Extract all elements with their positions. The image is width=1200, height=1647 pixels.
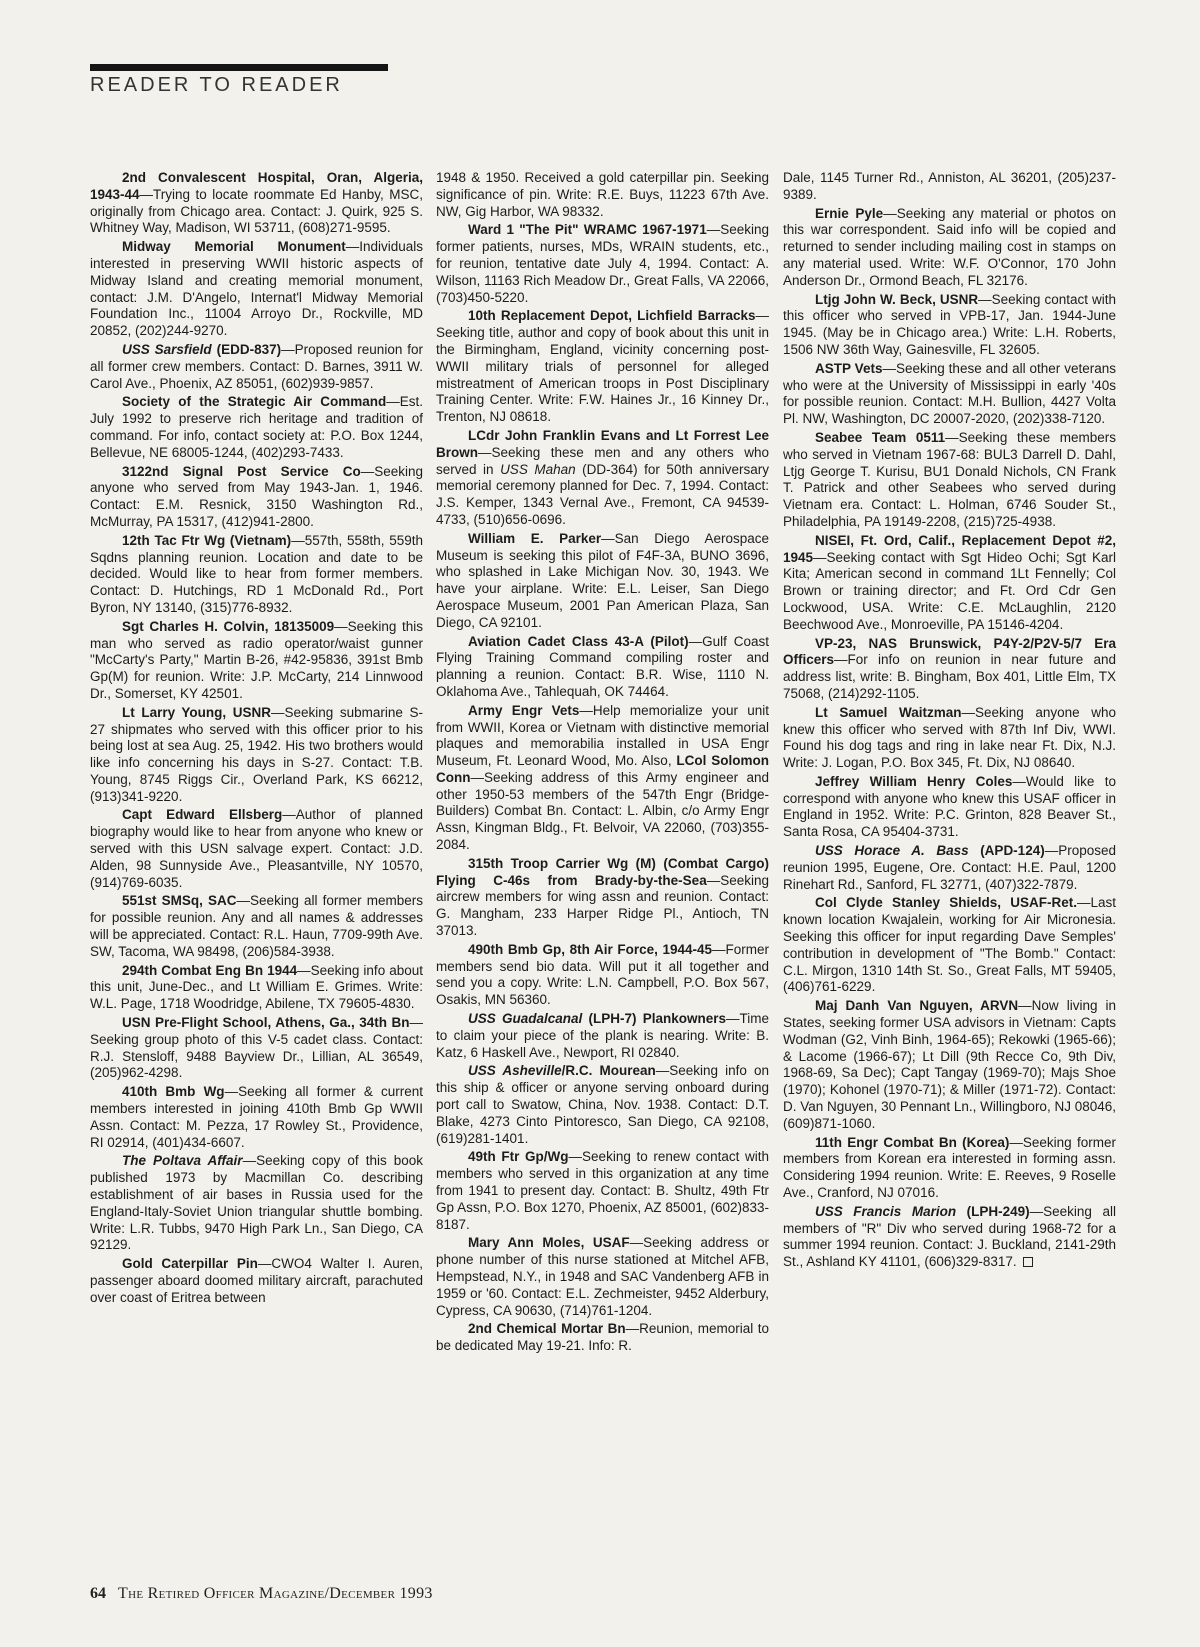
entry-body: Proposed reunion 1995, Eugene, Ore. Contact: H.E. Paul, 1200 Rinehart Rd., Sanford, FL 32771, (407)322-7879. xyxy=(783,843,1116,892)
page-footer xyxy=(90,1585,433,1603)
entry-heading: Seabee Team 0511 xyxy=(815,429,946,445)
entry-heading: 2nd Chemical Mortar Bn xyxy=(468,1321,626,1337)
section-title: READER TO READER xyxy=(90,74,343,96)
entry-heading: 11th Engr Combat Bn (Korea) xyxy=(815,1134,1010,1150)
entry-dash: — xyxy=(345,239,360,255)
entry-heading: Col Clyde Stanley Shields, USAF-Ret. xyxy=(815,895,1077,911)
entry-dash: — xyxy=(712,941,726,957)
classified-entry xyxy=(90,1153,423,1254)
classified-entry xyxy=(90,1084,423,1151)
entry-dash: — xyxy=(655,1063,670,1079)
classified-entry xyxy=(436,1011,769,1061)
classified-entry xyxy=(783,843,1116,893)
classified-entry xyxy=(436,428,769,529)
entry-heading: William E. Parker xyxy=(468,530,602,546)
entry-heading: Jeffrey William Henry Coles xyxy=(815,773,1013,789)
classified-entry xyxy=(783,1135,1116,1202)
entry-body: Former members send bio data. Will put it all together and send you a copy. Write: L.N. Campbell, P.O. Box 567, Osakis, MN 56360. xyxy=(436,941,769,1008)
entry-body: 557th, 558th, 559th Sqdns planning reunion. Location and date to be decided. Would like to hear from former members. Contact: D. Hutchings, RD 1 McDonald Rd., Port Byron, NY 13140, (315)776-8932. xyxy=(90,532,423,615)
entry-dash: — xyxy=(257,1256,272,1272)
entry-dash: — xyxy=(297,962,311,978)
entry-dash: — xyxy=(334,618,348,634)
entry-heading: Mary Ann Moles, USAF xyxy=(468,1235,630,1251)
end-mark-icon xyxy=(1023,1257,1033,1267)
classified-entry xyxy=(783,292,1116,359)
entry-dash: — xyxy=(978,291,992,307)
classified-entry xyxy=(90,533,423,617)
entry-body: Reunion, memorial to be dedicated May 19-21. Info: R. xyxy=(436,1321,769,1354)
entry-heading: Gold Caterpillar Pin xyxy=(122,1256,258,1272)
classified-entry xyxy=(436,308,769,426)
entry-dash: — xyxy=(386,394,400,410)
entry-body: Trying to locate roommate Ed Hanby, MSC, originally from Chicago area. Contact: J. Quirk, 925 S. Whitney Way, Madison, WI 53711, (608)271-9595. xyxy=(90,186,423,236)
entry-heading: /R.C. Mourean xyxy=(561,1063,656,1079)
entry-heading: Capt Edward Ellsberg xyxy=(122,807,283,823)
entry-dash: — xyxy=(1029,1203,1044,1219)
entry-heading: 2nd Convalescent Hospital, Oran, Algeria, 1943-44 xyxy=(90,170,423,202)
entry-dash: — xyxy=(625,1321,640,1337)
entry-dash: — xyxy=(726,1011,740,1027)
classified-entry xyxy=(90,963,423,1013)
entry-heading: Ward 1 "The Pit" WRAMC 1967-1971 xyxy=(468,222,707,238)
entry-body: Author of planned biography would like to hear from anyone who knew or served with this USN salvage expert. Contact: J.D. Alden, 98 Sunnyside Ave., Pleasantville, NY 10570, (914)769-6035. xyxy=(90,807,423,890)
entry-body: Seeking these and all other veterans who were at the University of Mississippi in early '40s for possible reunion. Contact: M.H. Bullion, 4427 Volta Pl. NW, Washington, DC 20007-2020, (202)338-7120. xyxy=(783,360,1116,427)
entry-body-continued: —Seeking address of this Army engineer and other 1950-53 members of the 547th Engr (Bridge-Builders) Combat Bn. Contact: L. Albin, c/o Army Engr Assn, Kingman Bldg., Ft. Belvoir, VA 22060, (703)355-2084. xyxy=(436,769,769,853)
entry-heading: (LPH-7) Plankowners xyxy=(582,1011,726,1027)
classified-entry xyxy=(436,634,769,701)
entry-body: Seeking these men and any others who served in xyxy=(436,444,769,477)
entry-dash: — xyxy=(568,1149,583,1165)
classified-entry xyxy=(90,619,423,703)
entry-body: Seeking copy of this book published 1973 by Macmillan Co. describing establishment of air bases in Russia used for the England-Italy-Soviet Union triangular shuttle bombing. Write: L.R. Tubbs, 9470 High Park Ln., San Diego, CA 92129. xyxy=(90,1153,423,1253)
classified-entry xyxy=(436,1321,769,1355)
entry-heading: 49th Ftr Gp/Wg xyxy=(468,1149,569,1165)
entry-body: Seeking info about this unit, June-Dec., and Lt William E. Grimes. Write: W.L. Page, 1718 Woodridge, Abilene, TX 79605-4830. xyxy=(90,962,423,1012)
entry-heading: 315th Troop Carrier Wg (M) (Combat Cargo) Flying C-46s from Brady-by-the-Sea xyxy=(436,855,769,888)
column-2 xyxy=(436,170,769,1357)
entry-dash: — xyxy=(282,807,296,823)
entry-dash: — xyxy=(945,429,959,445)
entry-dash: — xyxy=(1018,998,1032,1014)
entry-body: Seeking all former & current members interested in joining 410th Bmb Gp WWII Assn. Contact: M. Pezza, 17 Rowley St., Providence, RI 02914, (401)434-6607. xyxy=(90,1084,423,1150)
entry-body: Seeking contact with Sgt Hideo Ochi; Sgt Karl Kita; American second in command 1Lt Fennelly; Col Brown or training director; and Ft. Ord Cdr Gen Lockwood, USA. Write: C.E. McLaughlin, 2120 Beechwood Ave., Monroeville, PA 15146-4204. xyxy=(783,549,1116,632)
entry-dash: — xyxy=(882,360,896,376)
entry-dash: — xyxy=(409,1015,423,1031)
entry-heading-italic: USS Francis Marion xyxy=(815,1203,957,1219)
classified-entry xyxy=(436,222,769,306)
entry-heading-italic: USS Guadalcanal xyxy=(468,1011,583,1027)
classified-entry xyxy=(783,430,1116,531)
entry-heading: (APD-124) xyxy=(968,843,1045,859)
entry-body: 1948 & 1950. Received a gold caterpillar pin. Seeking significance of pin. Write: R.E. Buys, 11223 67th Ave. NW, Gig Harbor, WA 98332. xyxy=(436,170,769,219)
entry-heading: NISEI, Ft. Ord, Calif., Replacement Depot #2, 1945 xyxy=(783,532,1116,565)
classified-entry xyxy=(436,703,769,854)
entry-heading: 490th Bmb Gp, 8th Air Force, 1944-45 xyxy=(468,941,712,957)
entry-dash: — xyxy=(242,1153,257,1169)
classified-entry xyxy=(90,342,423,392)
entry-heading: 410th Bmb Wg xyxy=(122,1084,225,1100)
classified-entry xyxy=(783,533,1116,634)
entry-dash: — xyxy=(291,532,305,548)
entry-dash: — xyxy=(961,704,975,720)
classified-entry xyxy=(783,998,1116,1132)
entry-body: Seeking all members of "R" Div who served during 1968-72 for a summer 1994 reunion. Contact: J. Buckland, 2141-29th St., Ashland KY 41101, (606)329-8317. xyxy=(783,1203,1116,1270)
entry-heading: 3122nd Signal Post Service Co xyxy=(122,463,361,479)
page-number: 64 xyxy=(90,1585,106,1602)
entry-body: Seeking to renew contact with members who served in this organization at any time from 1941 to present day. Contact: B. Shultz, 49th Ftr Gp Assn, P.O. Box 1270, Phoenix, AZ 85001, (602)833-8187. xyxy=(436,1149,769,1232)
classified-entry xyxy=(783,170,1116,204)
entry-heading: Aviation Cadet Class 43-A (Pilot) xyxy=(468,633,689,649)
entry-heading: Maj Danh Van Nguyen, ARVN xyxy=(815,998,1019,1014)
entry-body: Seeking info on this ship & officer or anyone serving onboard during port call to Swatow, China, Nov. 1938. Contact: D.T. Blake, 4273 Cinto Pintoresco, San Diego, CA 92108, (619)281-1401. xyxy=(436,1063,769,1146)
entry-body: Last known location Kwajalein, working for Air Micronesia. Seeking this officer for input regarding Dave Semples' contribution in development of "The Bomb." Contact: C.L. Mirgon, 1310 14th St. So., Great Falls, MT 59405, (406)761-6229. xyxy=(783,895,1116,995)
classified-entry xyxy=(783,206,1116,290)
entry-dash: — xyxy=(1012,773,1026,789)
classified-entry xyxy=(783,774,1116,841)
publication-line: The Retired Officer Magazine/December 1993 xyxy=(118,1585,433,1602)
entry-body: CWO4 Walter I. Auren, passenger aboard doomed military aircraft, parachuted over coast of Eritrea between xyxy=(90,1256,423,1305)
entry-heading: Army Engr Vets xyxy=(468,702,580,718)
entry-body-bold: LCol Solomon Conn xyxy=(436,753,769,785)
classified-entry xyxy=(90,1256,423,1306)
entry-body: Seeking group photo of this V-5 cadet class. Contact: R.J. Stensloff, 9488 Bayview Dr., Lillian, AL 36549, (205)962-4298. xyxy=(90,1031,423,1081)
entry-dash: — xyxy=(883,205,897,221)
classified-entry xyxy=(783,895,1116,996)
classified-entry xyxy=(90,239,423,340)
entry-heading: Midway Memorial Monument xyxy=(122,239,346,255)
entry-body-continued: (DD-364) for 50th anniversary memorial ceremony planned for Dec. 7, 1994. Contact: J.S. Kemper, 1343 Vernal Ave., Fremont, CA 94539-4733, (510)656-0696. xyxy=(436,461,770,527)
classified-entry xyxy=(783,636,1116,703)
entry-heading: 12th Tac Ftr Wg (Vietnam) xyxy=(122,532,292,548)
classified-entry xyxy=(90,170,423,237)
entry-body: Seeking submarine S-27 shipmates who served with this officer prior to his being lost at sea Aug. 25, 1942. His two brothers would like info concerning his days in S-27. Contact: T.B. Young, 8745 Riggs Cir., Overland Park, KS 66212, (913)341-9220. xyxy=(90,704,423,804)
entry-dash: — xyxy=(224,1084,239,1100)
entry-body: Seeking these members who served in Vietnam 1967-68: BUL3 Darrell D. Dahl, Ltjg George T. Kurisu, BU1 Donald Nichols, CN Frank T. Patrick and other Seabees who served during Vietnam era. Contact: L. Holman, 6746 Souder St., Philadelphia, PA 19149-2208, (215)725-4938. xyxy=(783,429,1116,529)
entry-body: Seeking aircrew members for wing assn and reunion. Contact: G. Mangham, 233 Harper Ridge Pl., Antioch, TN 37013. xyxy=(436,872,769,939)
classified-entry xyxy=(436,942,769,1009)
entry-dash: — xyxy=(271,704,285,720)
entry-dash: — xyxy=(478,444,492,460)
entry-body: Seeking anyone who served from May 1943-Jan. 1, 1946. Contact: E.M. Resnick, 3150 Washington Rd., McMurray, PA 15317, (412)941-2800. xyxy=(90,463,423,529)
entry-dash: — xyxy=(629,1235,644,1251)
entry-dash: — xyxy=(139,186,154,202)
entry-heading-italic: USS Horace A. Bass xyxy=(815,843,969,859)
entry-dash: — xyxy=(236,893,251,909)
classified-entry xyxy=(90,394,423,461)
classified-entry xyxy=(436,170,769,220)
entry-dash: — xyxy=(706,872,721,888)
entry-heading: Ernie Pyle xyxy=(815,205,884,221)
classified-entry xyxy=(436,856,769,940)
entry-heading: Society of the Strategic Air Command xyxy=(122,394,387,410)
classified-entry xyxy=(783,705,1116,772)
entry-body: Would like to correspond with anyone who knew this USAF officer in England in 1952. Write: P.C. Grinton, 828 Beaver St., Santa Rosa, CA 95404-3731. xyxy=(783,773,1116,840)
entry-dash: — xyxy=(813,549,827,565)
classified-entry xyxy=(783,361,1116,428)
column-3 xyxy=(783,170,1116,1273)
entry-heading: Lt Samuel Waitzman xyxy=(815,704,962,720)
entry-body: Seeking anyone who knew this officer who served with 87th Inf Div, WWI. Found his dog tags and ring in lake near Ft. Dix, N.J. Write: J. Logan, P.O. Box 345, Ft. Dix, NJ 08640. xyxy=(783,704,1116,771)
entry-body: Time to claim your piece of the plank is nearing. Write: B. Katz, 6 Haskell Ave., Newport, RI 02840. xyxy=(436,1011,769,1060)
entry-body: Seeking contact with this officer who served in VPB-17, Jan. 1944-June 1945. (May be in Chicago area.) Write: L.H. Roberts, 1506 NW 36th Way, Gainesville, FL 32605. xyxy=(783,291,1116,357)
entry-body: Proposed reunion for all former crew members. Contact: D. Barnes, 3911 W. Carol Ave., Phoenix, AZ 85051, (602)939-9857. xyxy=(90,341,423,391)
classified-entry xyxy=(436,531,769,632)
entry-body: Dale, 1145 Turner Rd., Anniston, AL 36201, (205)237-9389. xyxy=(783,170,1116,202)
entry-body: Seeking address or phone number of this nurse stationed at Mitchel AFB, Hempstead, N.Y., in 1948 and SAC Vandenberg AFB in 1959 or '60. Contact: E.L. Zechmeister, 9452 Alderbury, Cypress, CA 90630, (714)761-1204. xyxy=(436,1235,769,1318)
entry-dash: — xyxy=(1009,1134,1023,1150)
entry-body: Seeking all former members for possible reunion. Any and all names & addresses will be appreciated. Contact: R.L. Haun, 7709-99th Ave. SW, Tacoma, WA 98498, (206)584-3938. xyxy=(90,893,423,959)
entry-heading: Sgt Charles H. Colvin, 18135009 xyxy=(122,618,335,634)
entry-dash: — xyxy=(281,341,295,357)
entry-body: Seeking this man who served as radio operator/waist gunner "McCarty's Party," Martin B-26, #42-95836, 391st Bmb Gp(M) for reunion. Write: J.P. McCarty, 214 Linnwood Dr., Somerset, KY 42501. xyxy=(90,618,424,701)
entry-dash: — xyxy=(834,652,848,668)
entry-body: Seeking title, author and copy of book about this unit in the Birmingham, England, vicinity concerning post-WWII military trials of personnel for alleged mistreatment of American troops in Post Disciplinary Training Center. Write: F.W. Haines Jr., 16 Kinney Dr., Trenton, NJ 08618. xyxy=(436,325,769,425)
entry-heading-italic: USS Sarsfield xyxy=(122,341,212,357)
entry-heading: USN Pre-Flight School, Athens, Ga., 34th Bn xyxy=(122,1015,410,1031)
classified-entry xyxy=(90,807,423,891)
entry-heading-italic: USS Asheville xyxy=(468,1063,562,1079)
entry-heading: (EDD-837) xyxy=(211,341,282,357)
classified-entry xyxy=(90,893,423,960)
entry-dash: — xyxy=(601,530,615,546)
classified-entry xyxy=(436,1149,769,1233)
entry-body: Now living in States, seeking former USA advisors in Vietnam: Capts Wodman (G2, Vinh Binh, 1964-65); Rekowki (1965-66); & Lacome (1966-67); Lt Dill (9th Recce Co, 9th Div, 1968-69, Sa Dec); Capt Tangay (1969-70); Majs Shoe (1970); Kohonel (1970-71); & Miller (1971-72). Contact: D. Van Nguyen, 30 Pennant Ln., Willingboro, NJ 08046, (609)871-1060. xyxy=(783,998,1116,1131)
classified-entry xyxy=(436,1063,769,1147)
entry-heading: (LPH-249) xyxy=(956,1203,1030,1219)
entry-dash: — xyxy=(360,463,375,479)
entry-heading-italic: The Poltava Affair xyxy=(122,1153,243,1169)
column-1 xyxy=(90,170,423,1309)
entry-heading: Ltjg John W. Beck, USNR xyxy=(815,291,979,307)
entry-heading: 10th Replacement Depot, Lichfield Barracks xyxy=(468,308,756,324)
classified-entry xyxy=(90,705,423,806)
entry-heading: 551st SMSq, SAC xyxy=(122,893,237,909)
entry-body: Seeking former patients, nurses, MDs, WRAIN students, etc., for reunion, tentative date July 4, 1994. Contact: A. Wilson, 11163 Rich Meadow Dr., Great Falls, VA 22066, (703)450-5220. xyxy=(436,222,769,305)
entry-body: Help memorialize your unit from WWII, Korea or Vietnam with distinctive memorial plaques and memorabilia installed in USA Engr Museum, Ft. Leonard Wood, Mo. Also, xyxy=(436,702,770,769)
entry-body: For info on reunion in near future and address list, write: B. Bingham, Box 401, Little Elm, TX 75068, (214)292-1105. xyxy=(783,652,1116,701)
classified-entry xyxy=(90,1015,423,1082)
entry-body: Gulf Coast Flying Training Command compiling roster and planning a reunion. Contact: B.R. Wise, 1110 N. Oklahoma Ave., Tahlequah, OK 74464. xyxy=(436,633,770,699)
entry-heading: LCdr John Franklin Evans and Lt Forrest Lee Brown xyxy=(436,427,769,460)
entry-body: Seeking any material or photos on this war correspondent. Said info will be copied and returned to sender including mailing cost in stamps on any material used. Write: W.F. O'Connor, 170 John Anderson Dr., Ormond Beach, FL 32176. xyxy=(783,205,1117,288)
entry-heading: ASTP Vets xyxy=(815,360,883,376)
entry-body-italic: USS Mahan xyxy=(500,461,576,477)
entry-heading: 294th Combat Eng Bn 1944 xyxy=(122,962,298,978)
classified-entry xyxy=(783,1204,1116,1271)
section-header-rule xyxy=(90,64,388,71)
entry-dash: — xyxy=(1076,895,1091,911)
entry-body: Seeking former members from Korean era interested in forming assn. Considering 1994 reunion. Write: E. Reeves, 9 Roselle Ave., Cranford, NJ 07016. xyxy=(783,1134,1116,1201)
entry-heading: VP-23, NAS Brunswick, P4Y-2/P2V-5/7 Era Officers xyxy=(783,635,1116,668)
classified-entry xyxy=(90,464,423,531)
entry-dash: — xyxy=(755,308,769,324)
entry-body: Individuals interested in preserving WWII historic aspects of Midway Island and creating memorial monument, contact: J.M. D'Angelo, Internat'l Midway Memorial Foundation Inc., 11004 Arroyo Dr., Rockville, MD 20852, (202)244-9270. xyxy=(90,239,423,339)
entry-body: Est. July 1992 to preserve rich heritage and tradition of command. For info, contact society at: P.O. Box 1244, Bellevue, NE 68005-1244, (402)293-7433. xyxy=(90,394,423,460)
entry-dash: — xyxy=(706,222,721,238)
classified-columns xyxy=(90,170,1115,1570)
classified-entry xyxy=(436,1235,769,1319)
entry-body: San Diego Aerospace Museum is seeking this pilot of F4F-3A, BUNO 3696, who splashed in Lake Michigan Nov. 30, 1943. We have your airplane. Write: E.L. Leiser, San Diego Aerospace Museum, 2001 Pan American Plaza, San Diego, CA 92101. xyxy=(436,530,769,630)
entry-dash: — xyxy=(688,633,703,649)
entry-heading: Lt Larry Young, USNR xyxy=(122,704,272,720)
entry-dash: — xyxy=(1044,843,1059,859)
entry-dash: — xyxy=(579,702,593,718)
